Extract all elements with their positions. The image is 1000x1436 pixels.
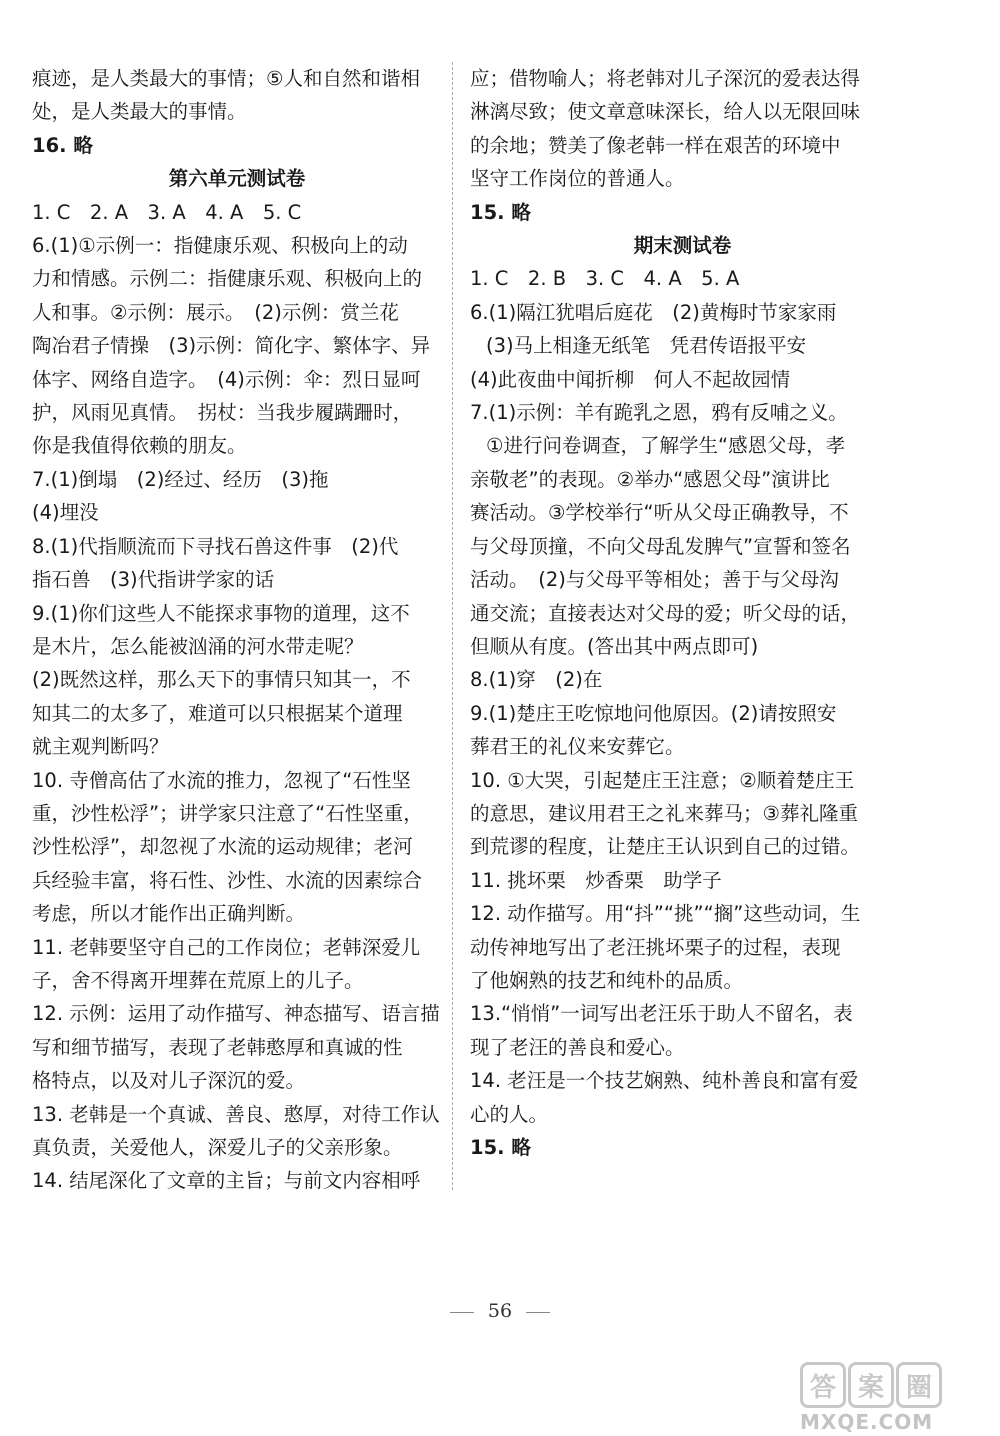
answer-line: 子，舍不得离开埋葬在荒原上的儿子。: [32, 968, 364, 992]
answer-line: 到荒谬的程度，让楚庄王认识到自己的过错。: [470, 835, 861, 859]
answer-line: 8.(1)代指顺流而下寻找石兽这件事 (2)代: [32, 534, 399, 558]
answer-line: 痕迹，是人类最大的事情；⑤人和自然和谐相: [32, 67, 420, 90]
left-column: [32, 62, 442, 1198]
answer-line: 写和细节描写，表现了老韩憨厚和真诚的性: [32, 1035, 403, 1059]
answer-line: 与父母顶撞，不向父母乱发脾气”宣誓和签名: [470, 534, 851, 558]
answer-line: 应；借物喻人；将老韩对儿子深沉的爱表达得: [470, 67, 861, 90]
watermark-char: 案: [848, 1362, 894, 1408]
answer-line: 指石兽 (3)代指讲学家的话: [32, 568, 275, 592]
answer-line: 通交流；直接表达对父母的爱；听父母的话，: [470, 601, 861, 625]
answer-line: 淋漓尽致；使文章意味深长，给人以无限回味: [470, 100, 861, 124]
answer-line: 13. 老韩是一个真诚、善良、憨厚，对待工作认: [32, 1102, 440, 1126]
answer-line: 考虑，所以才能作出正确判断。: [32, 902, 306, 926]
watermark-logo: [800, 1362, 990, 1432]
answer-line: 就主观判断吗？: [32, 735, 169, 759]
watermark-char: 答: [800, 1362, 846, 1408]
section-heading: 第六单元测试卷: [168, 167, 306, 191]
watermark-char: 圈: [896, 1362, 942, 1408]
answer-line: 12. 示例：运用了动作描写、神态描写、语言描: [32, 1002, 440, 1026]
answer-line: 14. 结尾深化了文章的主旨；与前文内容相呼: [32, 1169, 421, 1193]
answer-line: 但顺从有度。(答出其中两点即可): [470, 634, 759, 658]
answer-line: 动传神地写出了老汪挑坏栗子的过程，表现: [470, 935, 841, 959]
answer-line: 的余地；赞美了像老韩一样在艰苦的环境中: [470, 133, 841, 157]
page-number-text: 56: [487, 1300, 513, 1322]
answer-line: 11. 老韩要坚守自己的工作岗位；老韩深爱儿: [32, 935, 421, 959]
answer-line: ①进行问卷调查，了解学生“感恩父母，孝: [486, 434, 846, 458]
watermark-url: MXQE.COM: [800, 1410, 934, 1434]
answer-line: 12. 动作描写。用“抖”“挑”“搁”这些动词，生: [470, 902, 861, 926]
right-column: [470, 62, 895, 1164]
answer-line: 15. 略: [470, 200, 531, 224]
watermark-chars: [800, 1362, 990, 1408]
answer-line: 沙性松浮”，却忽视了水流的运动规律；老河: [32, 835, 413, 859]
answer-line: 处，是人类最大的事情。: [32, 100, 247, 124]
answer-line: 坚守工作岗位的普通人。: [470, 167, 685, 191]
answer-line: 你是我值得依赖的朋友。: [32, 434, 247, 458]
answer-line: 现了老汪的善良和爱心。: [470, 1035, 685, 1059]
answer-line: 格特点，以及对儿子深沉的爱。: [32, 1069, 306, 1093]
column-divider: [452, 62, 453, 1190]
answer-line: 是木片，怎么能被汹涌的河水带走呢？: [32, 634, 364, 658]
answer-line: 1. C 2. B 3. C 4. A 5. A: [470, 267, 740, 291]
answer-line: (3)马上相逢无纸笔 凭君传语报平安: [486, 334, 807, 358]
answer-line: 11. 挑坏栗 炒香栗 助学子: [470, 868, 722, 892]
answer-line: 知其二的太多了，难道可以只根据某个道理: [32, 701, 403, 725]
answer-line: 了他娴熟的技艺和纯朴的品质。: [470, 968, 744, 992]
section-heading: 期末测试卷: [633, 234, 732, 258]
answer-line: (2)既然这样，那么天下的事情只知其一，不: [32, 668, 411, 692]
answer-line: 7.(1)倒塌 (2)经过、经历 (3)拖: [32, 467, 329, 491]
answer-line: 亲敬老”的表现。②举办“感恩父母”演讲比: [470, 467, 830, 491]
answer-line: 8.(1)穿 (2)在: [470, 668, 603, 692]
answer-line: 7.(1)示例：羊有跪乳之恩，鸦有反哺之义。: [470, 401, 848, 425]
answer-line: (4)此夜曲中闻折柳 何人不起故园情: [470, 367, 791, 391]
answer-line: (4)埋没: [32, 501, 99, 525]
answer-line: 心的人。: [470, 1102, 549, 1126]
answer-line: 13.“悄悄”一词写出老汪乐于助人不留名，表: [470, 1002, 853, 1026]
answer-line: 重，沙性松浮”；讲学家只注意了“石性坚重，: [32, 801, 423, 825]
answer-line: 活动。 (2)与父母平等相处；善于与父母沟: [470, 568, 839, 592]
answer-line: 陶冶君子情操 (3)示例：简化字、繁体字、异: [32, 334, 431, 358]
answer-line: 兵经验丰富，将石性、沙性、水流的因素综合: [32, 868, 423, 892]
answer-line: 的意思，建议用君王之礼来葬马；③葬礼隆重: [470, 801, 858, 825]
answer-line: 真负责，关爱他人，深爱儿子的父亲形象。: [32, 1136, 403, 1159]
answer-line: 9.(1)楚庄王吃惊地问他原因。(2)请按照安: [470, 701, 837, 725]
answer-line: 力和情感。示例二：指健康乐观、积极向上的: [32, 267, 423, 291]
answer-line: 葬君王的礼仪来安葬它。: [470, 735, 685, 759]
answer-line: 16. 略: [32, 133, 93, 157]
answer-line: 14. 老汪是一个技艺娴熟、纯朴善良和富有爱: [470, 1069, 859, 1093]
page-number: [0, 1300, 1000, 1322]
answer-line: 护，风雨见真情。 拐杖：当我步履蹒跚时，: [32, 401, 413, 425]
answer-line: 赛活动。③学校举行“听从父母正确教导，不: [470, 501, 849, 525]
answer-line: 9.(1)你们这些人不能探求事物的道理，这不: [32, 601, 410, 625]
answer-line: 6.(1)隔江犹唱后庭花 (2)黄梅时节家家雨: [470, 300, 837, 324]
answer-line: 体字、网络自造字。 (4)示例：伞：烈日显呵: [32, 367, 421, 391]
answer-line: 人和事。②示例：展示。 (2)示例：赏兰花: [32, 300, 399, 324]
answer-line: 15. 略: [470, 1136, 531, 1159]
answer-line: 10. ①大哭，引起楚庄王注意；②顺着楚庄王: [470, 768, 855, 792]
answer-line: 6.(1)①示例一：指健康乐观、积极向上的动: [32, 234, 408, 258]
answer-line: 1. C 2. A 3. A 4. A 5. C: [32, 200, 302, 224]
answer-line: 10. 寺僧高估了水流的推力，忽视了“石性坚: [32, 768, 411, 792]
